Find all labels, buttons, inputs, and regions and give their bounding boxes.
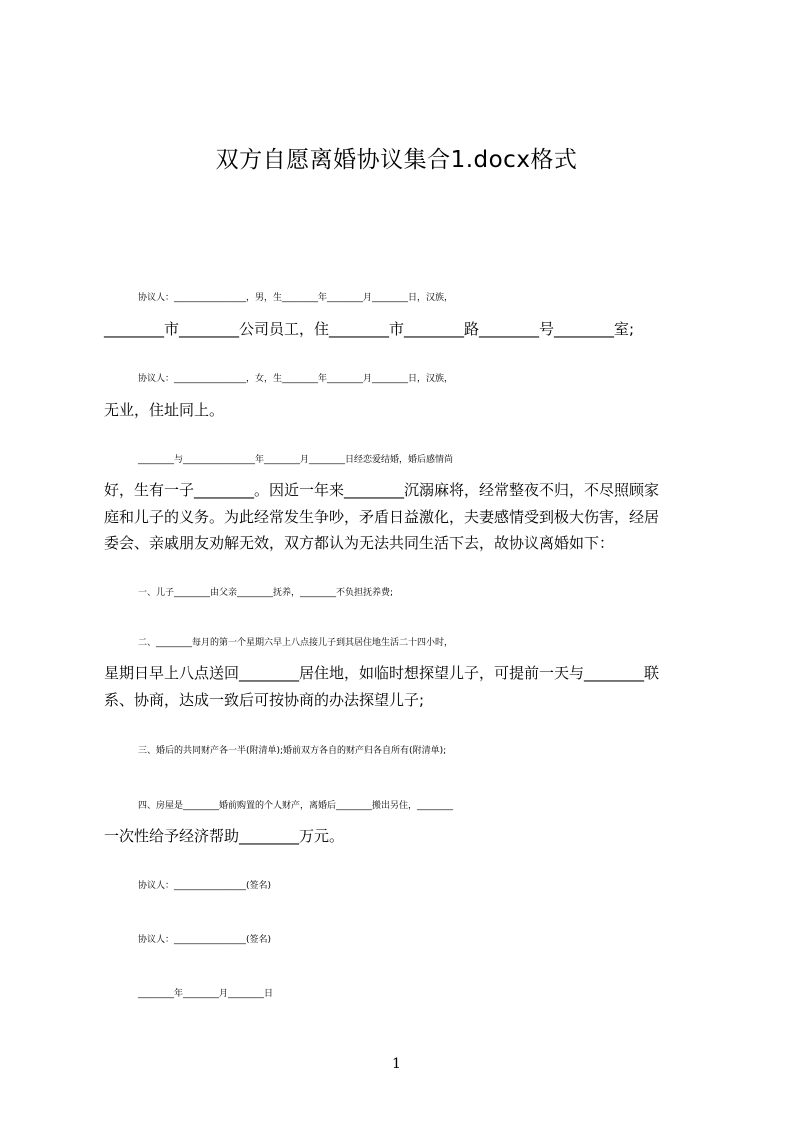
- paragraph-1-line-1: 协议人：________________，男，生________年________月________日，汉族，: [138, 293, 454, 303]
- signature-line-2: 协议人：________________(签名): [138, 935, 272, 945]
- page-number: 1: [392, 1056, 401, 1072]
- paragraph-5-line-1: 二、________每月的第一个星期六早上八点接儿子到其居住地生活二十四小时，: [138, 638, 454, 648]
- paragraph-7-line-2: 一次性给予经济帮助________万元。: [104, 827, 345, 845]
- document-title: 双方自愿离婚协议集合1.docx格式: [215, 147, 578, 173]
- paragraph-5-line-2: 星期日早上八点送回________居住地，如临时想探望儿子，可提前一天与________联: [104, 664, 660, 682]
- paragraph-4-line-1: 一、儿子________由父亲________抚养，________不负担抚养费;: [138, 588, 394, 598]
- paragraph-2-line-1: 协议人：________________，女，生________年________月________日，汉族，: [138, 374, 454, 384]
- paragraph-3-line-2: 好，生有一子________。因近一年来________沉溺麻将，经常整夜不归，不尽照顾家: [104, 481, 660, 499]
- paragraph-1-line-2: ________市________公司员工，住________市________路________号________室;: [104, 320, 635, 338]
- date-line: ________年________月________日: [138, 989, 274, 999]
- paragraph-2-line-2: 无业，住址同上。: [104, 401, 225, 419]
- paragraph-3-line-1: ________与________________年________月________日经恋爱结婚，婚后感情尚: [138, 455, 454, 465]
- signature-line-1: 协议人：________________(签名): [138, 881, 272, 891]
- paragraph-3-line-3: 庭和儿子的义务。为此经常发生争吵，矛盾日益激化，夫妻感情受到极大伤害，经居: [104, 508, 660, 526]
- paragraph-7-line-1: 四、房屋是________婚前购置的个人财产，离婚后________搬出另住，________: [138, 801, 454, 811]
- paragraph-6-line-1: 三、婚后的共同财产各一半(附清单);婚前双方各自的财产归各自所有(附清单);: [138, 746, 447, 756]
- paragraph-3-line-4: 委会、亲戚朋友劝解无效，双方都认为无法共同生活下去，故协议离婚如下：: [104, 534, 615, 552]
- paragraph-5-line-3: 系、协商，达成一致后可按协商的办法探望儿子;: [104, 691, 425, 709]
